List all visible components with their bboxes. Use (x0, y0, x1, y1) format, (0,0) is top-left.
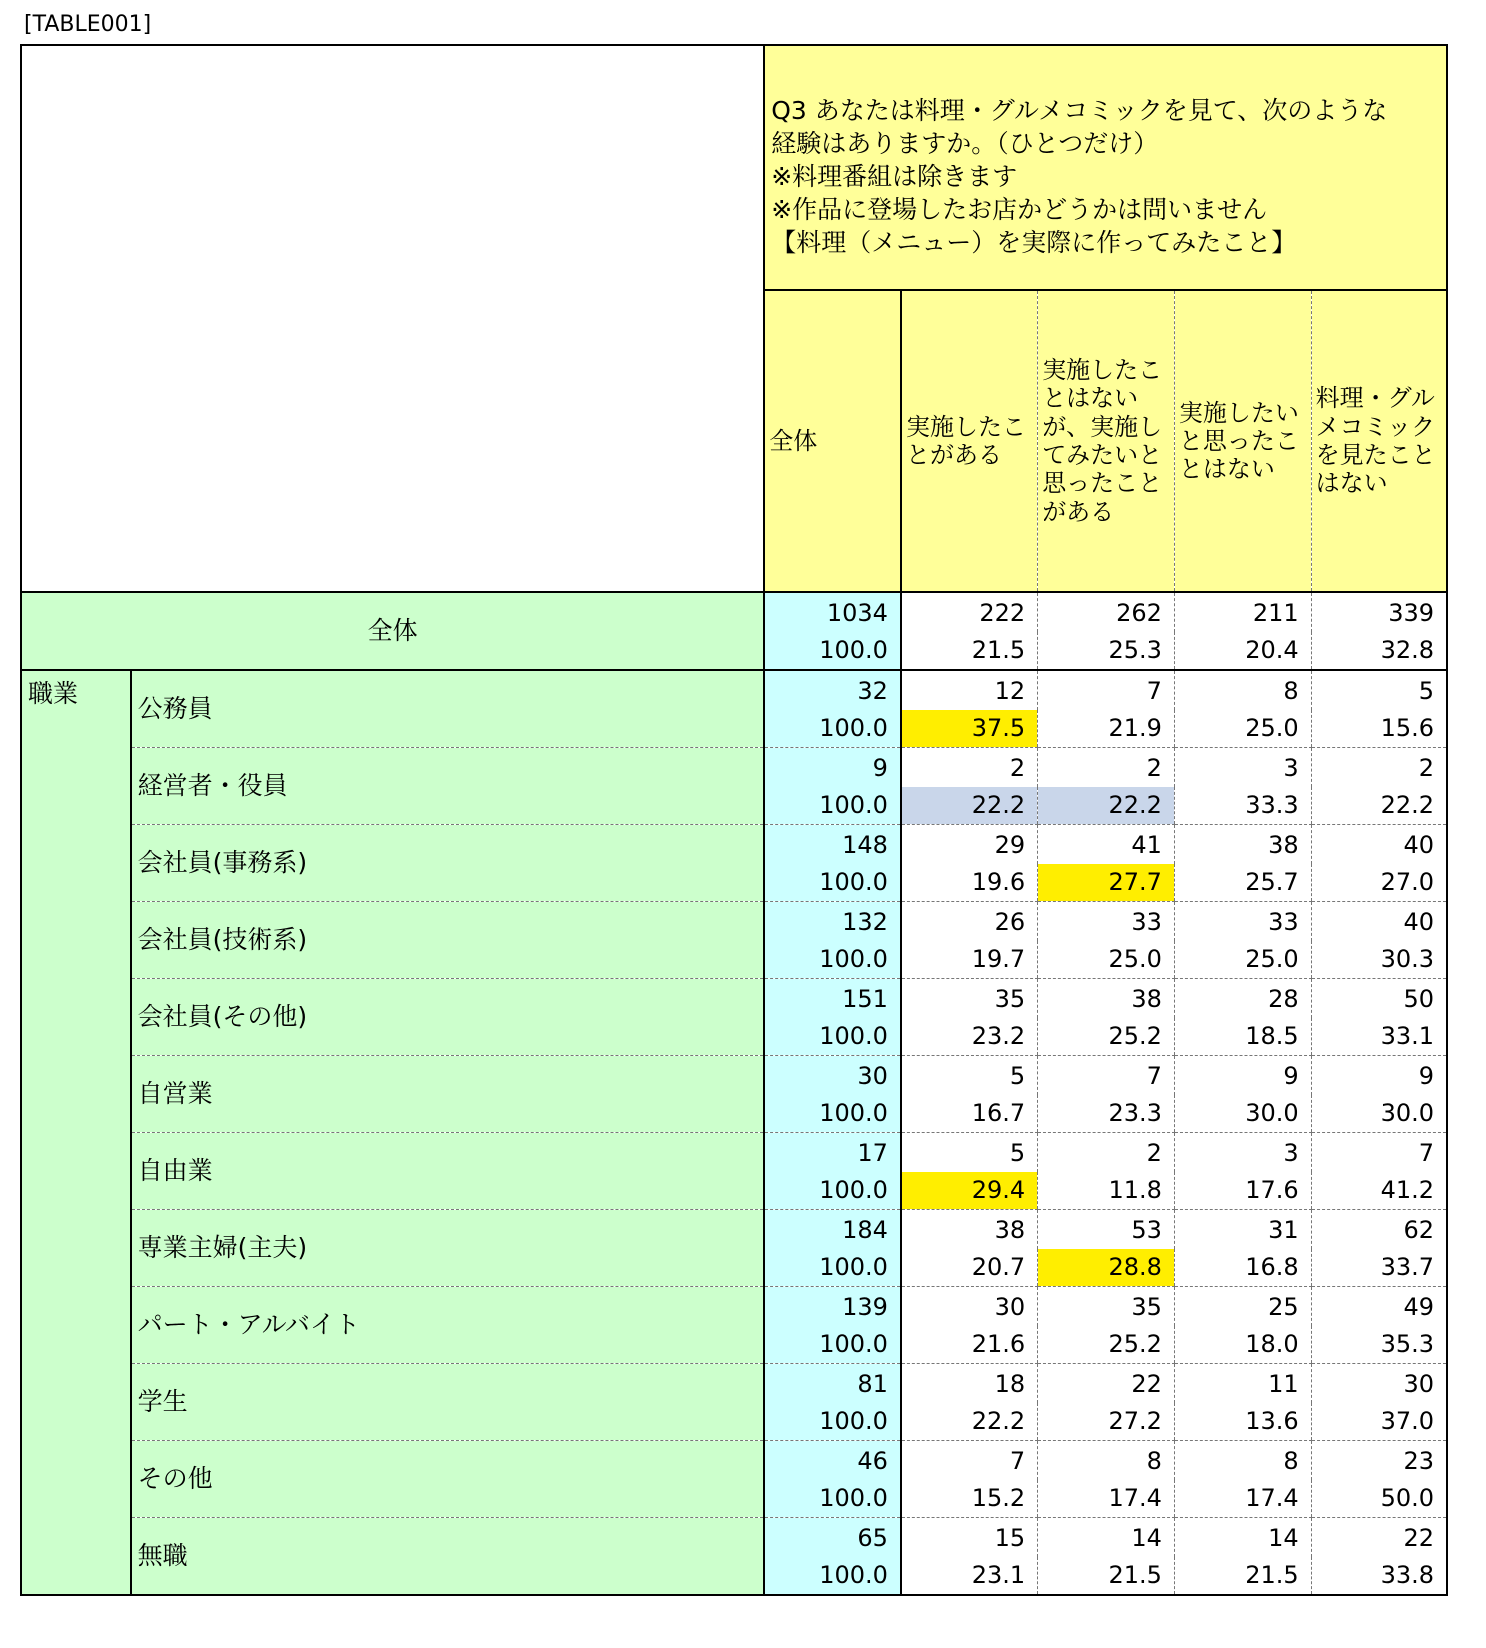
table-id: [TABLE001] (24, 12, 152, 37)
count-cell: 15 (901, 1518, 1038, 1558)
overall-count: 339 (1311, 592, 1447, 632)
percent-cell: 15.2 (901, 1480, 1038, 1518)
question-line: ※料理番組は除きます (771, 162, 1018, 191)
row-label: 自由業 (131, 1133, 765, 1210)
question-line: Q3 あなたは料理・グルメコミックを見て、次のような (771, 96, 1388, 125)
percent-cell: 100.0 (764, 1403, 901, 1441)
count-cell: 2 (1038, 1133, 1175, 1173)
count-cell: 9 (764, 748, 901, 788)
count-cell: 22 (1311, 1518, 1447, 1558)
count-cell: 5 (901, 1133, 1038, 1173)
count-cell: 2 (901, 748, 1038, 788)
percent-cell: 19.6 (901, 864, 1038, 902)
row-label: 会社員(事務系) (131, 825, 765, 902)
column-header-total: 全体 (764, 290, 901, 592)
row-label: 無職 (131, 1518, 765, 1596)
count-cell: 3 (1174, 1133, 1311, 1173)
percent-cell: 25.0 (1038, 941, 1175, 979)
percent-cell: 100.0 (764, 941, 901, 979)
row-label: 会社員(その他) (131, 979, 765, 1056)
count-cell: 22 (1038, 1364, 1175, 1404)
percent-cell: 22.2 (901, 1403, 1038, 1441)
overall-percent: 32.8 (1311, 632, 1447, 670)
percent-cell: 37.5 (901, 710, 1038, 748)
count-cell: 30 (901, 1287, 1038, 1327)
count-cell: 184 (764, 1210, 901, 1250)
percent-cell: 35.3 (1311, 1326, 1447, 1364)
count-cell: 7 (1038, 670, 1175, 710)
overall-percent: 20.4 (1174, 632, 1311, 670)
count-cell: 8 (1038, 1441, 1175, 1481)
overall-count: 262 (1038, 592, 1175, 632)
count-cell: 33 (1038, 902, 1175, 942)
count-cell: 8 (1174, 670, 1311, 710)
percent-cell: 100.0 (764, 1018, 901, 1056)
percent-cell: 33.3 (1174, 787, 1311, 825)
count-cell: 12 (901, 670, 1038, 710)
count-cell: 38 (1174, 825, 1311, 865)
percent-cell: 27.7 (1038, 864, 1175, 902)
count-cell: 25 (1174, 1287, 1311, 1327)
percent-cell: 22.2 (1311, 787, 1447, 825)
row-label: 自営業 (131, 1056, 765, 1133)
count-cell: 18 (901, 1364, 1038, 1404)
count-cell: 65 (764, 1518, 901, 1558)
row-label: 経営者・役員 (131, 748, 765, 825)
count-cell: 2 (1038, 748, 1175, 788)
percent-cell: 23.3 (1038, 1095, 1175, 1133)
count-cell: 30 (1311, 1364, 1447, 1404)
count-cell: 26 (901, 902, 1038, 942)
crosstab-table (20, 44, 1448, 1596)
count-cell: 8 (1174, 1441, 1311, 1481)
percent-cell: 18.5 (1174, 1018, 1311, 1056)
count-cell: 7 (901, 1441, 1038, 1481)
count-cell: 17 (764, 1133, 901, 1173)
percent-cell: 100.0 (764, 1326, 901, 1364)
question-line: 経験はありますか。（ひとつだけ） (771, 129, 1159, 158)
count-cell: 40 (1311, 902, 1447, 942)
count-cell: 9 (1311, 1056, 1447, 1096)
percent-cell: 41.2 (1311, 1172, 1447, 1210)
count-cell: 7 (1311, 1133, 1447, 1173)
overall-count: 1034 (764, 592, 901, 632)
count-cell: 30 (764, 1056, 901, 1096)
count-cell: 41 (1038, 825, 1175, 865)
count-cell: 5 (1311, 670, 1447, 710)
percent-cell: 20.7 (901, 1249, 1038, 1287)
percent-cell: 16.7 (901, 1095, 1038, 1133)
percent-cell: 16.8 (1174, 1249, 1311, 1287)
percent-cell: 100.0 (764, 1095, 901, 1133)
percent-cell: 27.0 (1311, 864, 1447, 902)
percent-cell: 29.4 (901, 1172, 1038, 1210)
count-cell: 53 (1038, 1210, 1175, 1250)
overall-percent: 21.5 (901, 632, 1038, 670)
count-cell: 11 (1174, 1364, 1311, 1404)
count-cell: 7 (1038, 1056, 1175, 1096)
question-line: ※作品に登場したお店かどうかは問いません (771, 195, 1268, 224)
overall-label: 全体 (21, 592, 764, 670)
count-cell: 132 (764, 902, 901, 942)
percent-cell: 100.0 (764, 864, 901, 902)
count-cell: 28 (1174, 979, 1311, 1019)
count-cell: 33 (1174, 902, 1311, 942)
count-cell: 148 (764, 825, 901, 865)
percent-cell: 37.0 (1311, 1403, 1447, 1441)
blank-corner (21, 45, 764, 592)
count-cell: 32 (764, 670, 901, 710)
percent-cell: 33.7 (1311, 1249, 1447, 1287)
overall-percent: 100.0 (764, 632, 901, 670)
percent-cell: 11.8 (1038, 1172, 1175, 1210)
column-header-not-want: 実施したいと思ったことはない (1174, 290, 1311, 592)
percent-cell: 18.0 (1174, 1326, 1311, 1364)
row-label: 学生 (131, 1364, 765, 1441)
count-cell: 23 (1311, 1441, 1447, 1481)
percent-cell: 50.0 (1311, 1480, 1447, 1518)
count-cell: 14 (1038, 1518, 1175, 1558)
count-cell: 139 (764, 1287, 901, 1327)
percent-cell: 100.0 (764, 1480, 901, 1518)
row-label: その他 (131, 1441, 765, 1518)
percent-cell: 23.2 (901, 1018, 1038, 1056)
group-label: 職業 (21, 670, 131, 1595)
row-label: パート・アルバイト (131, 1287, 765, 1364)
row-label: 会社員(技術系) (131, 902, 765, 979)
percent-cell: 23.1 (901, 1557, 1038, 1595)
count-cell: 62 (1311, 1210, 1447, 1250)
percent-cell: 100.0 (764, 787, 901, 825)
percent-cell: 30.0 (1311, 1095, 1447, 1133)
percent-cell: 100.0 (764, 1249, 901, 1287)
overall-percent: 25.3 (1038, 632, 1175, 670)
count-cell: 35 (1038, 1287, 1175, 1327)
column-header-not-seen: 料理・グルメコミックを見たことはない (1311, 290, 1447, 592)
count-cell: 81 (764, 1364, 901, 1404)
percent-cell: 25.7 (1174, 864, 1311, 902)
count-cell: 46 (764, 1441, 901, 1481)
percent-cell: 17.4 (1174, 1480, 1311, 1518)
question-line: 【料理（メニュー）を実際に作ってみたこと】 (771, 228, 1297, 257)
count-cell: 14 (1174, 1518, 1311, 1558)
percent-cell: 17.4 (1038, 1480, 1175, 1518)
percent-cell: 13.6 (1174, 1403, 1311, 1441)
percent-cell: 25.2 (1038, 1326, 1175, 1364)
row-label: 専業主婦(主夫) (131, 1210, 765, 1287)
percent-cell: 22.2 (1038, 787, 1175, 825)
percent-cell: 15.6 (1311, 710, 1447, 748)
count-cell: 35 (901, 979, 1038, 1019)
overall-count: 222 (901, 592, 1038, 632)
percent-cell: 17.6 (1174, 1172, 1311, 1210)
count-cell: 3 (1174, 748, 1311, 788)
count-cell: 9 (1174, 1056, 1311, 1096)
percent-cell: 100.0 (764, 1557, 901, 1595)
percent-cell: 19.7 (901, 941, 1038, 979)
count-cell: 38 (1038, 979, 1175, 1019)
percent-cell: 21.5 (1038, 1557, 1175, 1595)
count-cell: 2 (1311, 748, 1447, 788)
percent-cell: 22.2 (901, 787, 1038, 825)
count-cell: 29 (901, 825, 1038, 865)
percent-cell: 33.8 (1311, 1557, 1447, 1595)
percent-cell: 28.8 (1038, 1249, 1175, 1287)
percent-cell: 21.6 (901, 1326, 1038, 1364)
count-cell: 50 (1311, 979, 1447, 1019)
column-header-done: 実施したことがある (901, 290, 1038, 592)
percent-cell: 25.2 (1038, 1018, 1175, 1056)
question-text (764, 45, 1447, 290)
percent-cell: 33.1 (1311, 1018, 1447, 1056)
count-cell: 31 (1174, 1210, 1311, 1250)
percent-cell: 21.5 (1174, 1557, 1311, 1595)
percent-cell: 30.0 (1174, 1095, 1311, 1133)
count-cell: 38 (901, 1210, 1038, 1250)
count-cell: 5 (901, 1056, 1038, 1096)
overall-count: 211 (1174, 592, 1311, 632)
percent-cell: 100.0 (764, 710, 901, 748)
percent-cell: 100.0 (764, 1172, 901, 1210)
percent-cell: 27.2 (1038, 1403, 1175, 1441)
percent-cell: 21.9 (1038, 710, 1175, 748)
percent-cell: 25.0 (1174, 710, 1311, 748)
count-cell: 151 (764, 979, 901, 1019)
row-label: 公務員 (131, 670, 765, 748)
count-cell: 49 (1311, 1287, 1447, 1327)
percent-cell: 30.3 (1311, 941, 1447, 979)
percent-cell: 25.0 (1174, 941, 1311, 979)
count-cell: 40 (1311, 825, 1447, 865)
column-header-want: 実施したことはないが、実施してみたいと思ったことがある (1038, 290, 1175, 592)
